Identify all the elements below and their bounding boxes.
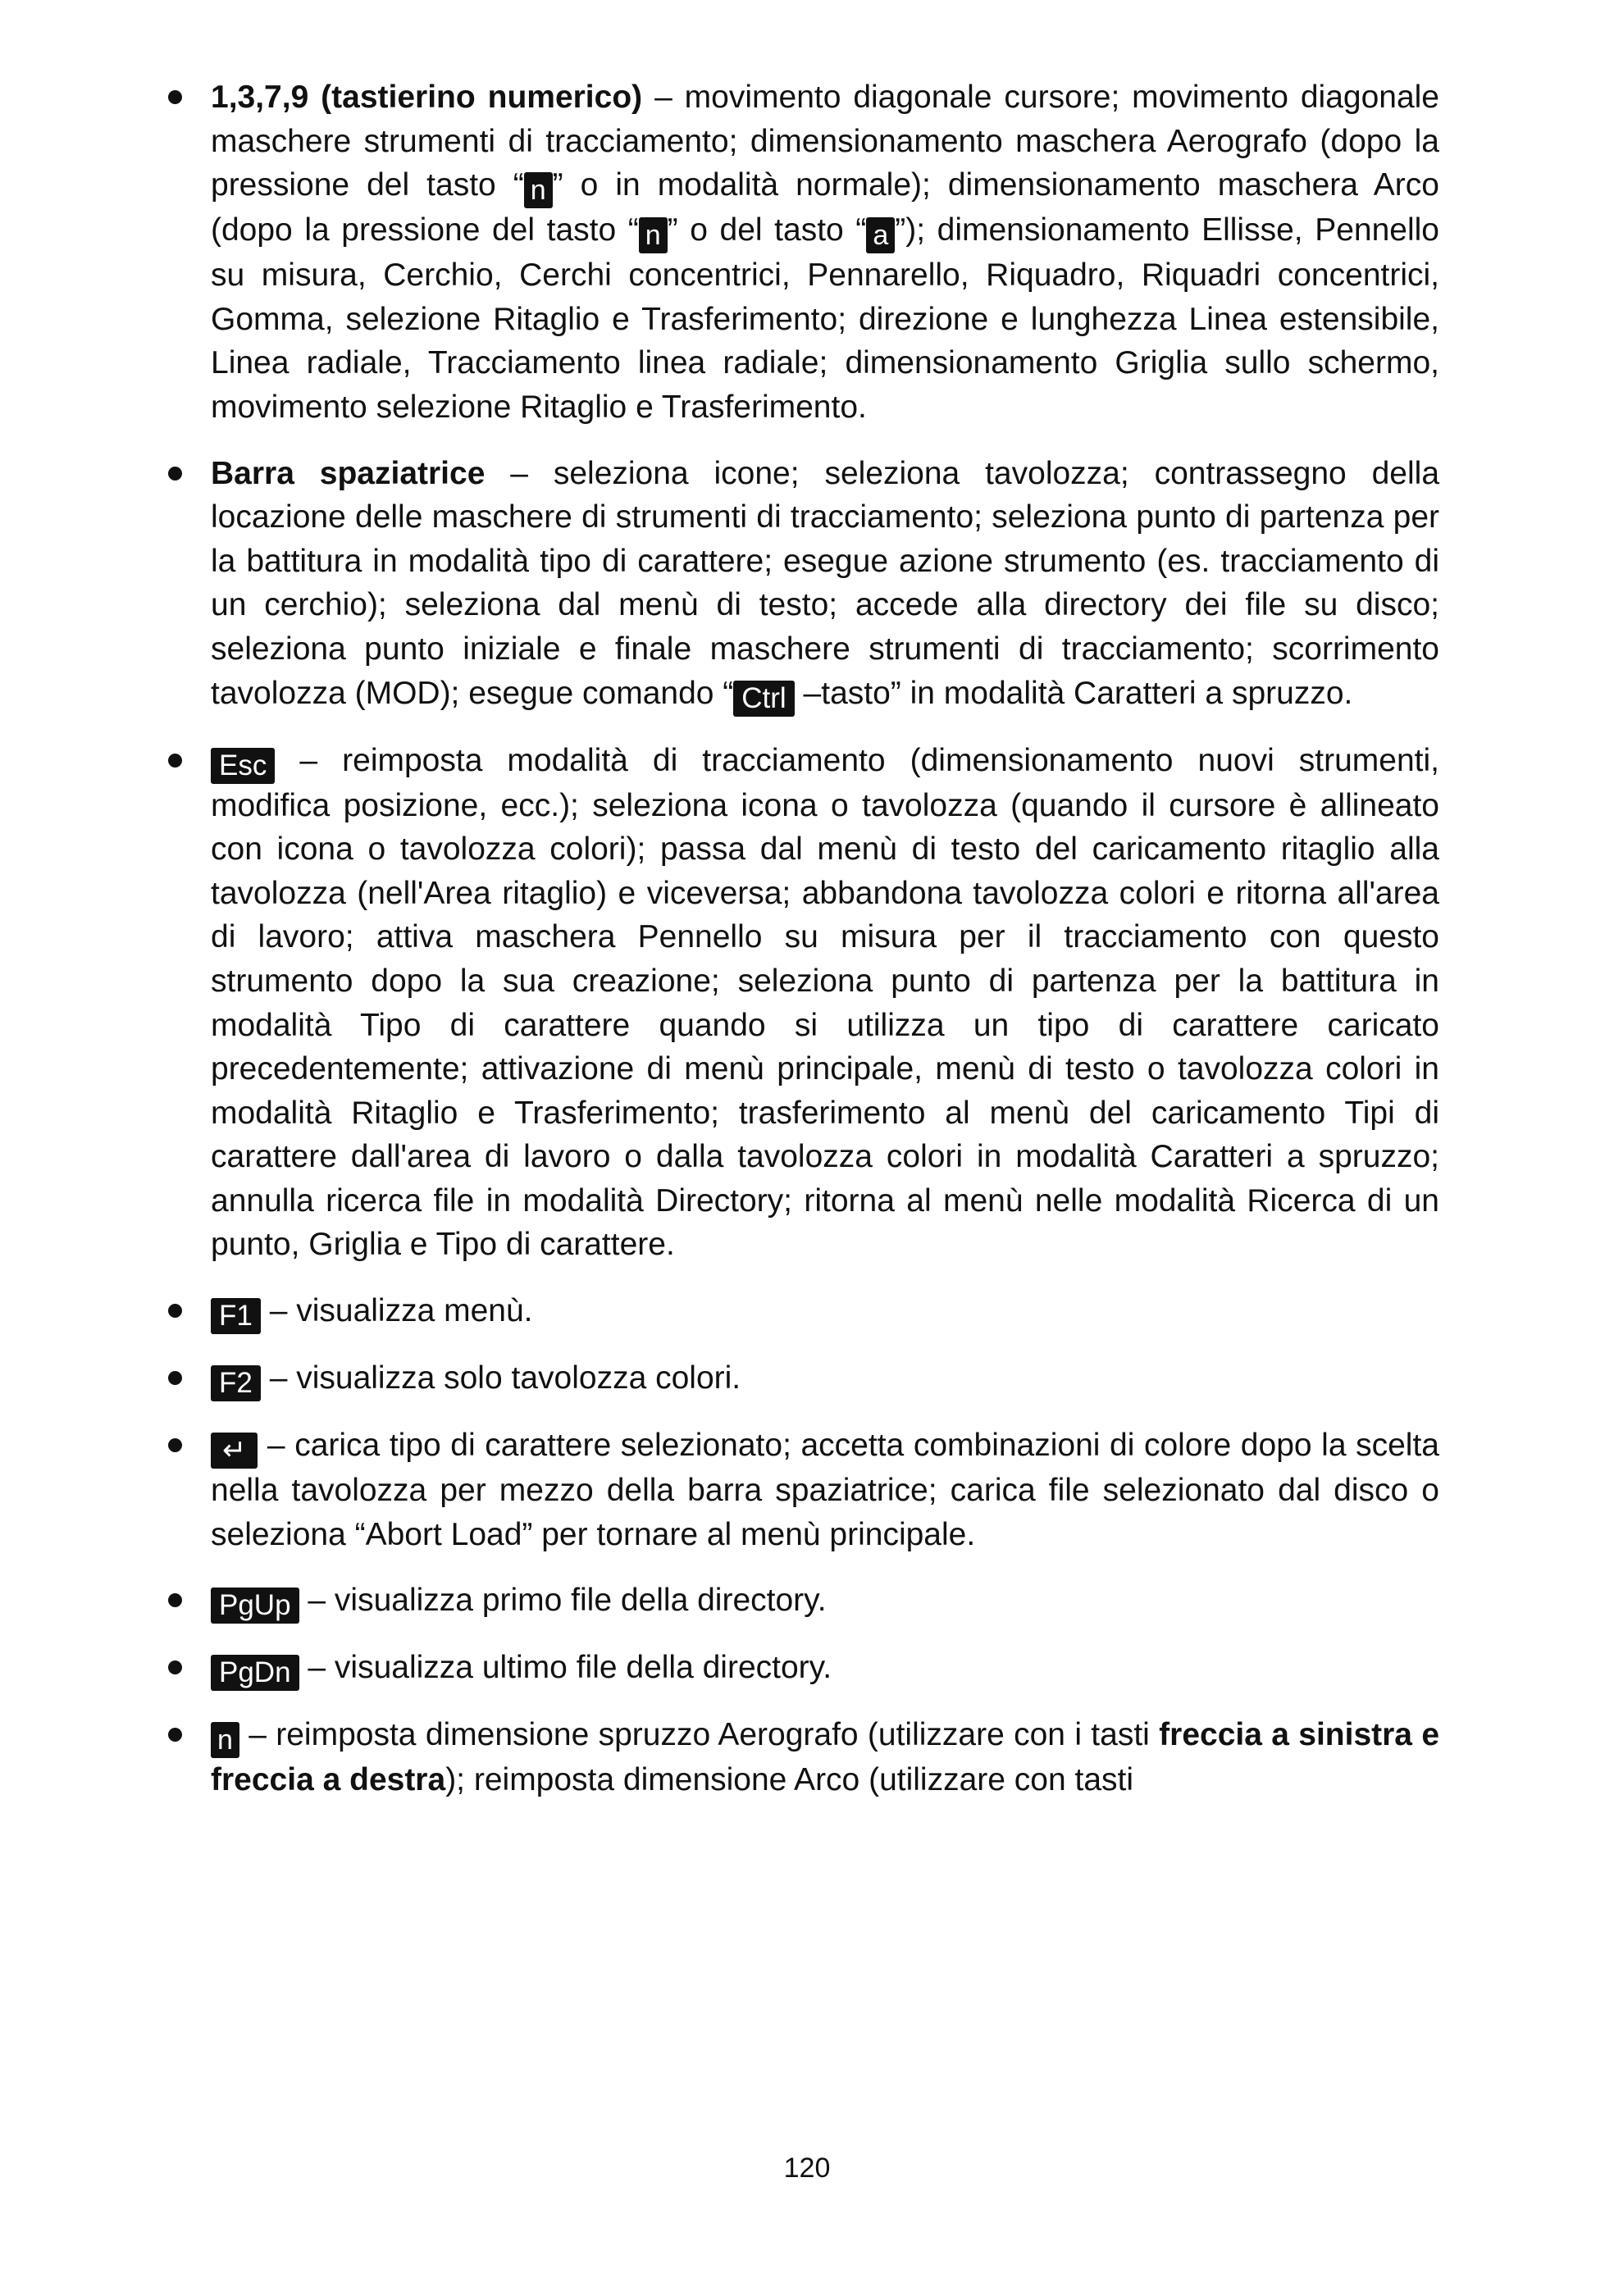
bullet [168,1304,182,1318]
item-text: – carica tipo di carattere selezionato; accetta combinazioni di colore dopo la scelta nella tavolozza per mezzo della barra spaziatrice; carica file selezionato dal disco o seleziona “Abort Load” per tornare al menù principale. [211,1428,1439,1552]
item-text: ); reimposta dimensione Arco (utilizzare con tasti [445,1762,1134,1798]
list-item-esc [211,739,1439,1268]
list-item-spacebar [211,452,1439,717]
key-ctrl: Ctrl [733,681,794,717]
item-text: –tasto” in modalità Caratteri a spruzzo. [794,675,1353,711]
bullet [168,467,182,481]
key-function-list [211,75,1439,1824]
bullet [168,90,182,104]
item-text: – visualizza ultimo file della directory. [299,1650,832,1686]
key-esc: Esc [211,748,275,784]
item-heading: Barra spaziatrice [211,455,486,491]
bullet [168,1438,182,1452]
list-item-enter [211,1424,1439,1556]
item-text: – reimposta dimensione spruzzo Aerografo (utilizzare con i tasti [239,1717,1160,1753]
list-item-n [211,1713,1439,1802]
list-item-numeric-keypad [211,75,1439,430]
bullet [168,1728,182,1742]
list-item-pgdn [211,1646,1439,1691]
bullet [168,1371,182,1385]
key-n: n [639,217,668,253]
list-item-f1 [211,1289,1439,1334]
item-text: ” o del tasto “ [667,212,867,248]
key-f2: F2 [211,1365,261,1401]
key-enter: ↵ [211,1433,258,1469]
key-pgup: PgUp [211,1588,299,1624]
item-text: – visualizza menù. [260,1293,533,1329]
item-text: ” o in modalità normale); dimensionamento maschera Arco (dopo la pressione del tasto “ [211,167,1439,248]
item-text-bold: freccia a sinistra e freccia a destra [211,1717,1440,1798]
page-number: 120 [783,2152,831,2184]
list-item-pgup [211,1578,1439,1624]
bullet [168,1593,182,1607]
item-text: – seleziona icone; seleziona tavolozza; contrassegno della locazione delle maschere di strumenti di tracciamento; seleziona punto di partenza per la battitura in modalità tipo di carattere; esegue azione strumento (es. tracciamento di un cerchio); seleziona dal menù di testo; accede alla directory dei file su disco; seleziona punto iniziale e finale maschere strumenti di tracciamento; scorrimento tavolozza (MOD); esegue comando “ [211,455,1440,711]
item-text: – movimento diagonale cursore; movimento diagonale maschere strumenti di tracciamento; dimensionamento maschera Aerografo (dopo la pressione del tasto “ [211,80,1439,203]
item-text: – visualizza primo file della directory. [299,1583,827,1619]
item-text: – visualizza solo tavolozza colori. [260,1360,741,1396]
item-heading: 1,3,7,9 (tastierino numerico) [211,80,643,115]
bullet [168,1660,182,1674]
key-n: n [524,172,553,208]
key-f1: F1 [211,1298,261,1334]
item-text: ”); dimensionamento Ellisse, Pennello su misura, Cerchio, Cerchi concentrici, Pennarello, Riquadro, Riquadri concentrici, Gomma, selezione Ritaglio e Trasferimento; direzione e lunghezza Linea estensibile, Linea radiale, Tracciamento linea radiale; dimensionamento Griglia sullo schermo, movimento selezione Ritaglio e Trasferimento. [211,212,1439,425]
item-text: – reimposta modalità di tracciamento (dimensionamento nuovi strumenti, modifica posizione, ecc.); seleziona icona o tavolozza (quando il cursore è allineato con icona o tavolozza colori); passa dal menù di testo del caricamento ritaglio alla tavolozza (nell'Area ritaglio) e viceversa; abbandona tavolozza colori e ritorna all'area di lavoro; attiva maschera Pennello su misura per il tracciamento con questo strumento dopo la sua creazione; seleziona punto di partenza per la battitura in modalità Tipo di carattere quando si utilizza un tipo di carattere caricato precedentemente; attivazione di menù principale, menù di testo o tavolozza colori in modalità Ritaglio e Trasferimento; trasferimento al menù del caricamento Tipi di carattere dall'area di lavoro o dalla tavolozza colori in modalità Caratteri a spruzzo; annulla ricerca file in modalità Directory; ritorna al menù nelle modalità Ricerca di un punto, Griglia e Tipo di carattere. [211,742,1439,1263]
list-item-f2 [211,1356,1439,1401]
key-n: n [211,1722,239,1758]
bullet [168,754,182,768]
key-pgdn: PgDn [211,1655,299,1691]
key-a: a [866,217,895,253]
